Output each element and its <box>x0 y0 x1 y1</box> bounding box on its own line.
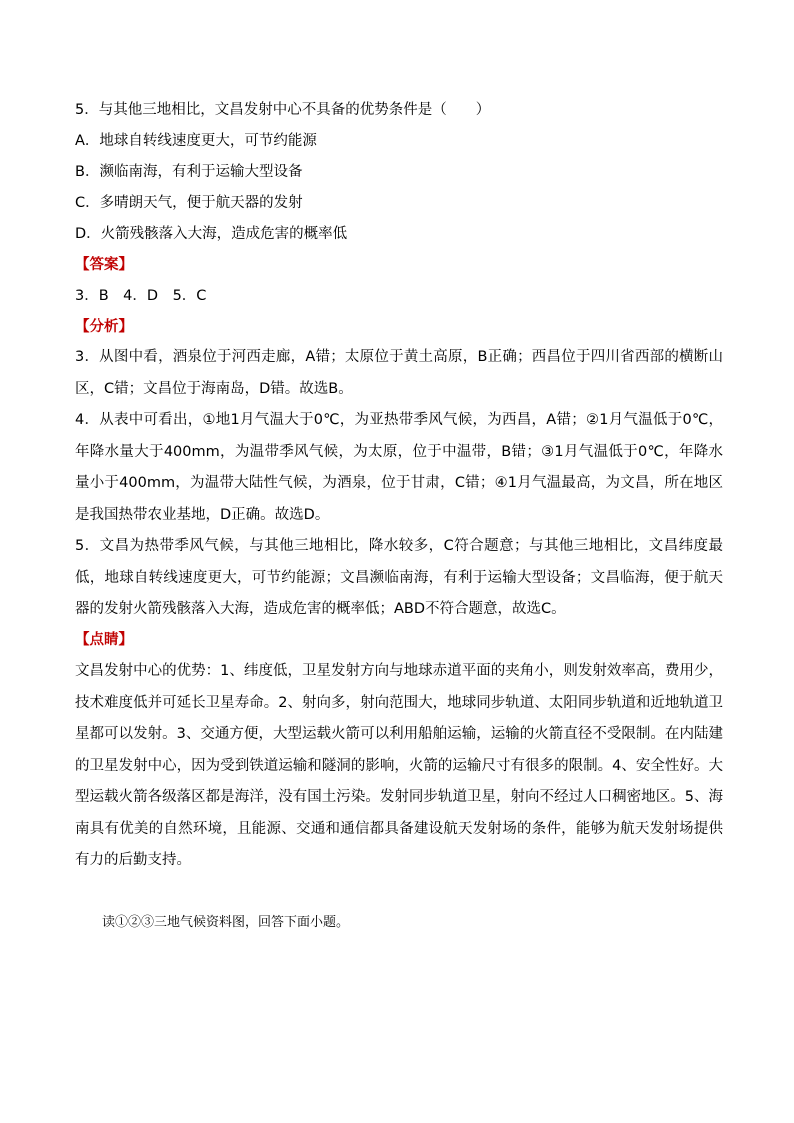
question-5-option-b: B．濒临南海，有利于运输大型设备 <box>75 164 303 180</box>
next-question-intro: 读①②③三地气候资料图，回答下面小题。 <box>102 915 350 930</box>
question-5-option-d: D．火箭残骸落入大海，造成危害的概率低 <box>75 226 348 242</box>
question-5-stem: 5．与其他三地相比，文昌发射中心不具备的优势条件是（ ） <box>75 102 491 118</box>
analysis-paragraph-5: 5．文昌为热带季风气候，与其他三地相比，降水较多，C符合题意；与其他三地相比，文昌纬度最低，地球自转线速度更大，可节约能源；文昌濒临南海，有利于运输大型设备；文昌临海，便于航天器的发射火箭残骸落入大海，造成危害的概率低；ABD不符合题意，故选C。 <box>75 538 723 617</box>
analysis-paragraph-4: 4．从表中可看出，①地1月气温大于0℃，为亚热带季风气候，为西昌，A错；②1月气温低于0℃，年降水量大于400mm，为温带季风气候，为太原，位于中温带，B错；③1月气温低于0℃，年降水量小于400mm，为温带大陆性气候，为酒泉，位于甘肃，C错；④1月气温最高，为文昌，所在地区是我国热带农业基地，D正确。故选D。 <box>75 412 723 523</box>
comment-paragraph: 文昌发射中心的优势：1、纬度低，卫星发射方向与地球赤道平面的夹角小，则发射效率高，费用少，技术难度低并可延长卫星寿命。2、射向多，射向范围大，地球同步轨道、太阳同步轨道和近地轨道卫星都可以发射。3、交通方便，大型运载火箭可以利用船舶运输，运输的火箭直径不受限制。在内陆建的卫星发射中心，因为受到铁道运输和隧洞的影响，火箭的运输尺寸有很多的限制。4、安全性好。大型运载火箭各级落区都是海洋，没有国土污染。发射同步轨道卫星，射向不经过人口稠密地区。5、海南具有优美的自然环境，且能源、交通和通信都具备建设航天发射场的条件，能够为航天发射场提供有力的后勤支持。 <box>75 663 723 868</box>
analysis-paragraph-3: 3．从图中看，酒泉位于河西走廊，A错；太原位于黄土高原，B正确；西昌位于四川省西部的横断山区，C错；文昌位于海南岛，D错。故选B。 <box>75 349 723 397</box>
question-5-option-c: C．多晴朗天气，便于航天器的发射 <box>75 195 303 211</box>
question-5-option-a: A．地球自转线速度更大，可节约能源 <box>75 133 317 149</box>
analysis-heading: 【分析】 <box>75 319 133 335</box>
answer-heading: 【答案】 <box>75 257 133 273</box>
comment-heading: 【点睛】 <box>75 632 133 648</box>
answer-text: 3．B 4．D 5．C <box>75 288 207 304</box>
